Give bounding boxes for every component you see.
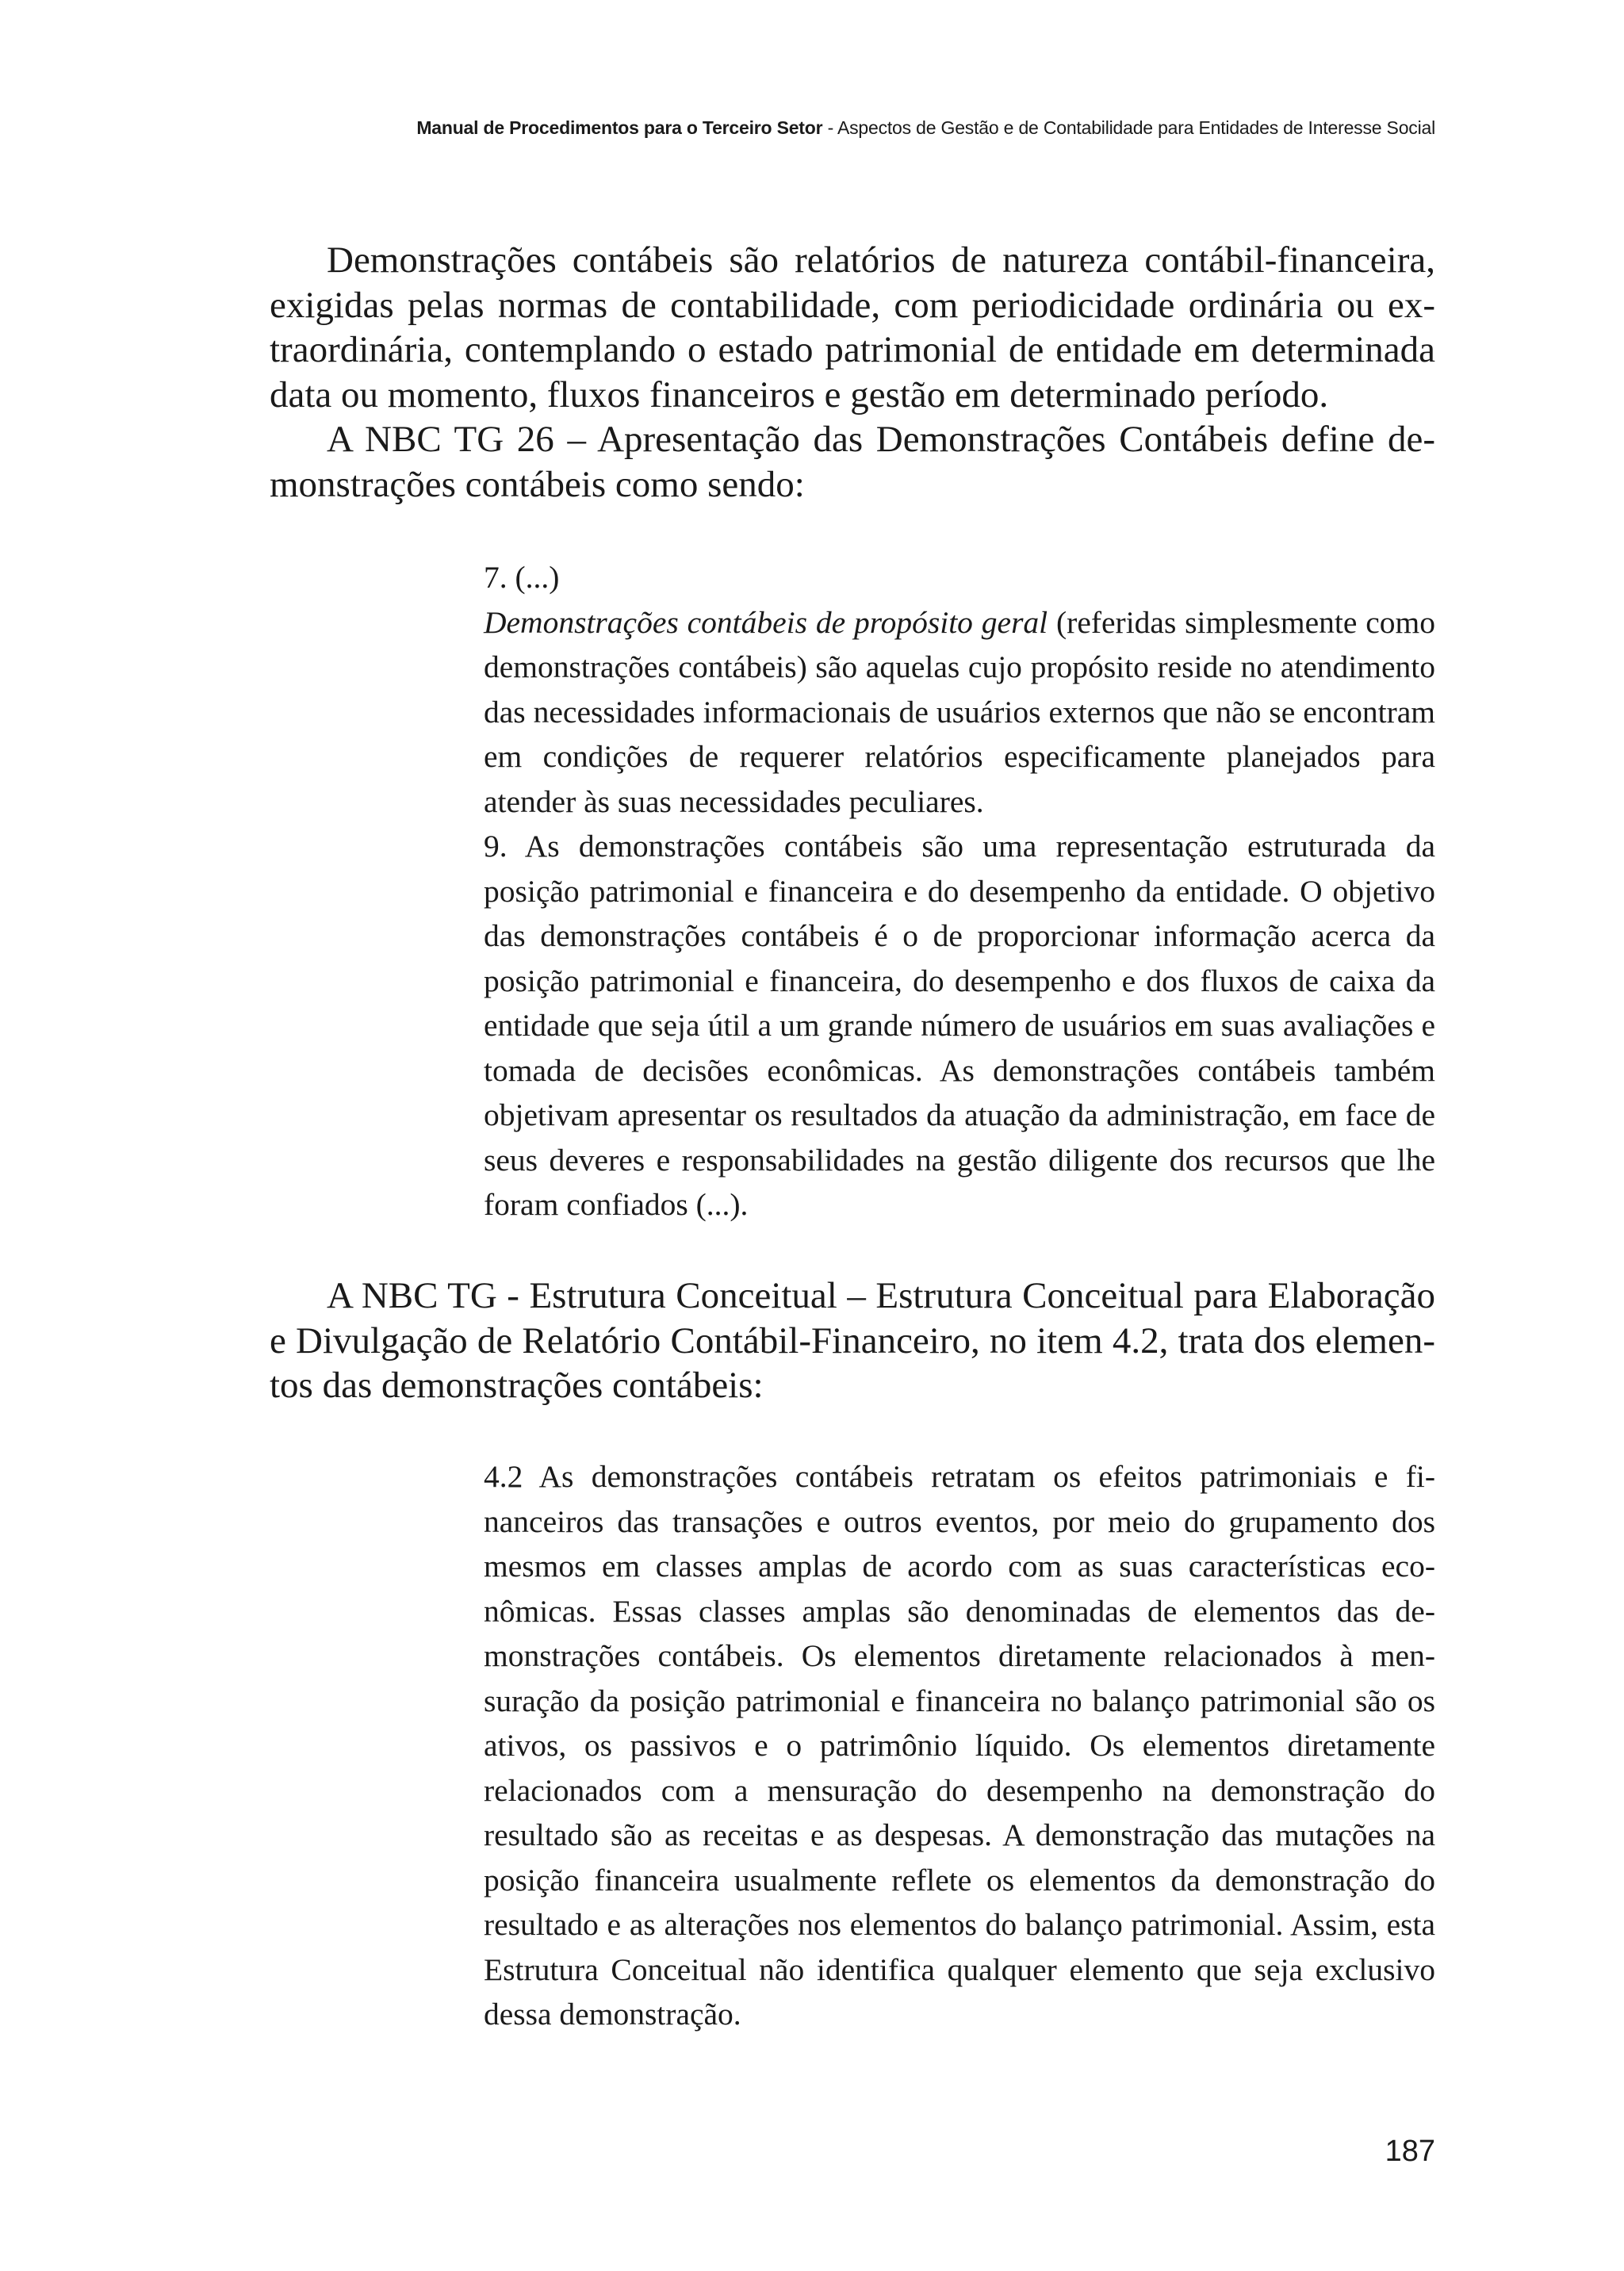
paragraph-estrutura-conceitual: A NBC TG - Estrutura Conceitual – Estrutura Conceitual para Elaboração e Divulgação de Relatório Contábil-Financeiro, no item 4.2, trata dos elementos das demonstrações contábeis: [270, 1275, 1435, 1406]
header-title-bold: Manual de Procedimentos para o Terceiro Setor [416, 117, 823, 138]
paragraph-definition: Demonstrações contábeis são relatórios de natureza contábil-financeira, exigidas pelas normas de contabilidade, com periodicidade ordinária ou extraordinária, contemplando o estado patrimonial de entidade em determinada data ou momento, fluxos financeiros e gestão em determinado período. [270, 239, 1435, 416]
body-text-block-1 [270, 238, 1435, 507]
body-text-block-2 [270, 1273, 1435, 1408]
quote-item-4-2: 4.2 As demonstrações contábeis retratam os efeitos patrimoniais e financeiros das transações e outros eventos, por meio do grupamento dos mesmos em classes amplas de acordo com as suas características econômicas. Essas classes amplas são denominadas de elementos das demonstrações contábeis. Os elementos diretamente relacionados à mensuração da posição patrimonial e financeira no balanço patrimonial são os ativos, os passivos e o patrimônio líquido. Os elementos diretamente relacionados com a mensuração do desempenho na demonstração do resultado são as receitas e as despesas. A demonstração das mutações na posição financeira usualmente reflete os elementos da demonstração do resultado e as alterações nos elementos do balanço patrimonial. Assim, esta Estrutura Conceitual não identifica qualquer elemento que seja exclusivo dessa demonstração. [484, 1459, 1435, 2032]
quote-item-7-text: (referidas simplesmente como demonstrações contábeis) são aquelas cujo propósito reside no atendimento das necessidades informacionais de usuários externos que não se encontram em condições de requerer relatórios especificamente planejados para atender às suas necessidades peculiares. [484, 604, 1435, 819]
quote-item-7-number: 7. (...) [484, 560, 560, 595]
quote-item-7-italic-term: Demonstrações contábeis de propósito geral [484, 604, 1048, 640]
quote-item-9: 9. As demonstrações contábeis são uma representação estruturada da posição patrimonial e financeira e do desempenho da entidade. O objetivo das demonstrações contábeis é o de proporcionar informação acerca da posição patrimonial e financeira, do desempenho e dos fluxos de caixa da entidade que seja útil a um grande número de usuários em suas avaliações e tomada de decisões econômicas. As demonstrações contábeis também objetivam apresentar os resultados da atuação da administração, em face de seus deveres e responsabilidades na gestão diligente dos recursos que lhe foram confiados (...). [484, 829, 1435, 1222]
header-title-rest: - Aspectos de Gestão e de Contabilidade para Entidades de Interesse Social [822, 117, 1435, 138]
running-header [389, 117, 1435, 139]
page-number: 187 [1385, 2135, 1435, 2168]
quote-item-7 [484, 600, 1435, 825]
block-quote-nbc-tg-26 [484, 555, 1435, 1227]
paragraph-nbc-tg-26: A NBC TG 26 – Apresentação das Demonstrações Contábeis define demonstrações contábeis como sendo: [270, 419, 1435, 505]
block-quote-estrutura-conceitual [484, 1454, 1435, 2037]
